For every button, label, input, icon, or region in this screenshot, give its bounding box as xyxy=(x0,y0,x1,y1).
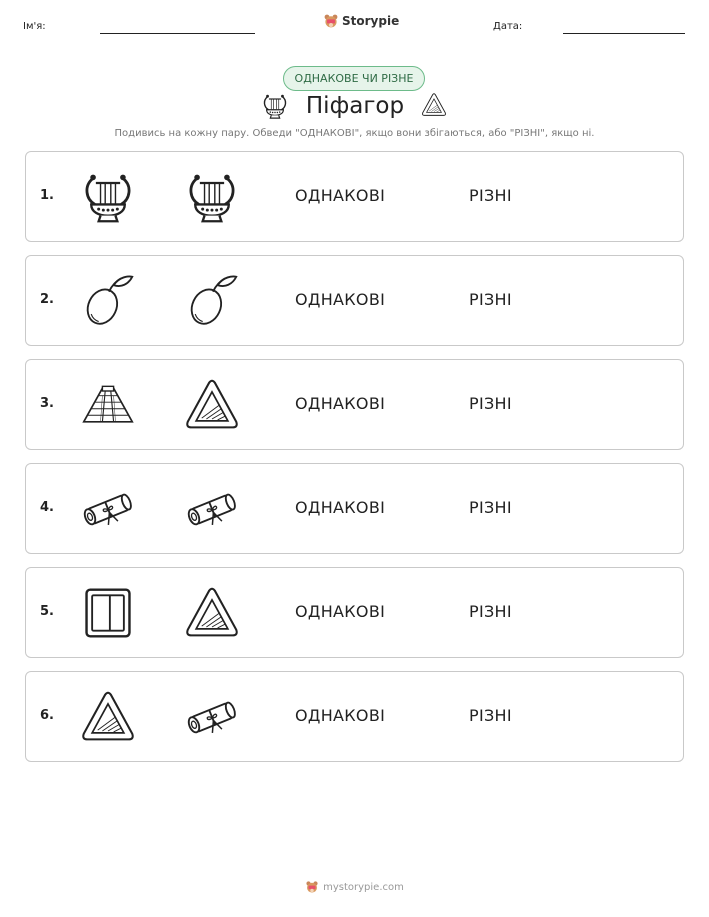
name-field[interactable] xyxy=(100,33,255,34)
different-option[interactable]: РІЗНІ xyxy=(469,498,512,517)
question-row-3 xyxy=(25,359,684,450)
different-option[interactable]: РІЗНІ xyxy=(469,290,512,309)
bear-logo-icon xyxy=(305,880,319,894)
question-row-5 xyxy=(25,567,684,658)
same-option[interactable]: ОДНАКОВІ xyxy=(295,186,386,205)
different-option[interactable]: РІЗНІ xyxy=(469,706,512,725)
same-option[interactable]: ОДНАКОВІ xyxy=(295,290,386,309)
lyre-icon xyxy=(80,169,136,225)
same-option[interactable]: ОДНАКОВІ xyxy=(295,706,386,725)
question-number: 2. xyxy=(40,292,54,307)
question-row-2 xyxy=(25,255,684,346)
same-option[interactable]: ОДНАКОВІ xyxy=(295,602,386,621)
date-label: Дата: xyxy=(493,21,523,32)
question-row-6 xyxy=(25,671,684,762)
triangle-icon xyxy=(184,377,240,433)
instructions: Подивись на кожну пару. Обведи "ОДНАКОВІ", якщо вони збігаються, або "РІЗНІ", якщо ні. xyxy=(114,128,595,139)
scroll-icon xyxy=(184,481,240,537)
triangle-icon xyxy=(421,92,447,118)
lyre-icon xyxy=(261,92,289,120)
bear-logo-icon xyxy=(323,13,339,29)
page-title: Піфагор xyxy=(305,93,405,119)
question-number: 4. xyxy=(40,500,54,515)
brand-logo xyxy=(323,13,399,29)
olive-icon xyxy=(184,273,240,329)
different-option[interactable]: РІЗНІ xyxy=(469,186,512,205)
lyre-icon xyxy=(184,169,240,225)
question-number: 5. xyxy=(40,604,54,619)
footer xyxy=(0,880,709,894)
brand-name: Storypie xyxy=(342,14,400,28)
same-option[interactable]: ОДНАКОВІ xyxy=(295,394,386,413)
footer-link[interactable]: mystorypie.com xyxy=(323,881,404,893)
olive-icon xyxy=(80,273,136,329)
question-row-4 xyxy=(25,463,684,554)
tablet-icon xyxy=(80,585,136,641)
same-option[interactable]: ОДНАКОВІ xyxy=(295,498,386,517)
date-field[interactable] xyxy=(563,33,685,34)
pyramid-icon xyxy=(80,377,136,433)
different-option[interactable]: РІЗНІ xyxy=(469,602,512,621)
question-number: 3. xyxy=(40,396,54,411)
worksheet-type-badge: ОДНАКОВЕ ЧИ РІЗНЕ xyxy=(283,66,425,91)
name-label: Ім'я: xyxy=(23,21,46,32)
question-number: 1. xyxy=(40,188,54,203)
triangle-icon xyxy=(184,585,240,641)
different-option[interactable]: РІЗНІ xyxy=(469,394,512,413)
question-number: 6. xyxy=(40,708,54,723)
scroll-icon xyxy=(184,689,240,745)
question-row-1 xyxy=(25,151,684,242)
triangle-icon xyxy=(80,689,136,745)
scroll-icon xyxy=(80,481,136,537)
